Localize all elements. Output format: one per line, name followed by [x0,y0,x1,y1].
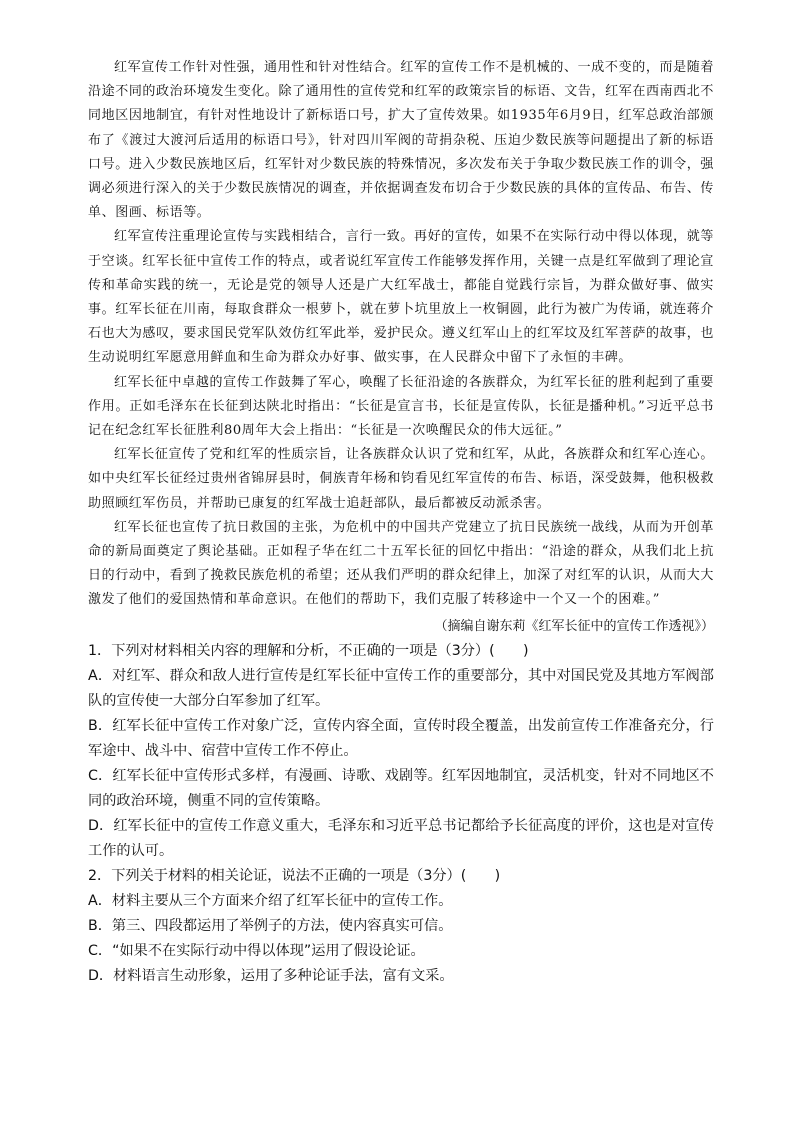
option-a: A．对红军、群众和敌人进行宣传是红军长征中宣传工作的重要部分，其中对国民党及其地方军阀部队的宣传使一大部分白军参加了红军。 [88,667,714,709]
passage-paragraph-5: 红军长征也宣传了抗日救国的主张，为危机中的中国共产党建立了抗日民族统一战线，从而为开创革命的新局面奠定了舆论基础。正如程子华在红二十五军长征的回忆中指出：“沿途的群众，从我们北上抗日的行动中，看到了挽救民族危机的希望；还从我们严明的群众纪律上，加深了对红军的认识，从而大大激发了他们的爱国热情和革命意识。在他们的帮助下，我们克服了转移途中一个又一个的困难。” [88,519,714,608]
passage-paragraph-1: 红军宣传工作针对性强，通用性和针对性结合。红军的宣传工作不是机械的、一成不变的，而是随着沿途不同的政治环境发生变化。除了通用性的宣传党和红军的政策宗旨的标语、文告，红军在西南西北不同地区因地制宜，有针对性地设计了新标语口号，扩大了宣传效果。如1935年6月9日，红军总政治部颁布了《渡过大渡河后适用的标语口号》，针对四川军阀的苛捐杂税、压迫少数民族等问题提出了新的标语口号。进入少数民族地区后，红军针对少数民族的特殊情况，多次发布关于争取少数民族工作的训令，强调必须进行深入的关于少数民族情况的调查，并依据调查发布切合于少数民族的具体的宣传品、布告、传单、图画、标语等。 [88,60,714,221]
question-1 [88,639,714,864]
question-stem: 2．下列关于材料的相关论证，说法不正确的一项是（3分）( ) [88,867,501,884]
option-b: B．第三、四段都运用了举例子的方法，使内容真实可信。 [88,917,453,934]
option-c: C．“如果不在实际行动中得以体现”运用了假设论证。 [88,942,425,959]
option-c: C．红军长征中宣传形式多样，有漫画、诗歌、戏剧等。红军因地制宜，灵活机变，针对不同地区不同的政治环境，侧重不同的宣传策略。 [88,767,714,809]
question-stem: 1．下列对材料相关内容的理解和分析，不正确的一项是（3分）( ) [88,642,529,659]
exam-page [88,56,714,989]
passage-paragraph-3: 红军长征中卓越的宣传工作鼓舞了军心，唤醒了长征沿途的各族群众，为红军长征的胜利起到了重要作用。正如毛泽东在长征到达陕北时指出：“长征是宣言书，长征是宣传队，长征是播种机。”习近平总书记在纪念红军长征胜利80周年大会上指出：“长征是一次唤醒民众的伟大远征。” [88,374,714,439]
passage-paragraph-2: 红军宣传注重理论宣传与实践相结合，言行一致。再好的宣传，如果不在实际行动中得以体现，就等于空谈。红军长征中宣传工作的特点，或者说红军宣传工作能够发挥作用，关键一点是红军做到了理论宣传和革命实践的统一，无论是党的领导人还是广大红军战士，都能自觉践行宗旨，为群众做好事、做实事。红军长征在川南，每取食群众一根萝卜，就在萝卜坑里放上一枚铜圆，此行为被广为传诵，就连蒋介石也大为感叹，要求国民党军队效仿红军此举，爱护民众。遵义红军山上的红军坟及红军菩萨的故事，也生动说明红军愿意用鲜血和生命为群众办好事、做实事，在人民群众中留下了永恒的丰碑。 [88,229,714,366]
option-b: B．红军长征中宣传工作对象广泛，宣传内容全面，宣传时段全覆盖，出发前宣传工作准备充分，行军途中、战斗中、宿营中宣传工作不停止。 [88,717,714,759]
passage-paragraph-4: 红军长征宣传了党和红军的性质宗旨，让各族群众认识了党和红军，从此，各族群众和红军心连心。如中央红军长征经过贵州省锦屏县时，侗族青年杨和钧看见红军宣传的布告、标语，深受鼓舞，他积极救助照顾红军伤员，并帮助已康复的红军战士追赶部队，最后都被反动派杀害。 [88,447,714,511]
question-list [88,639,714,989]
passage-source: （摘编自谢东莉《红军长征中的宣传工作透视》） [434,618,714,634]
option-d: D．红军长征中的宣传工作意义重大，毛泽东和习近平总书记都给予长征高度的评价，这也是对宣传工作的认可。 [88,817,714,859]
option-d: D．材料语言生动形象，运用了多种论证手法，富有文采。 [88,967,454,984]
reading-passage [88,56,714,613]
option-a: A．材料主要从三个方面来介绍了红军长征中的宣传工作。 [88,892,453,909]
question-2 [88,864,714,989]
